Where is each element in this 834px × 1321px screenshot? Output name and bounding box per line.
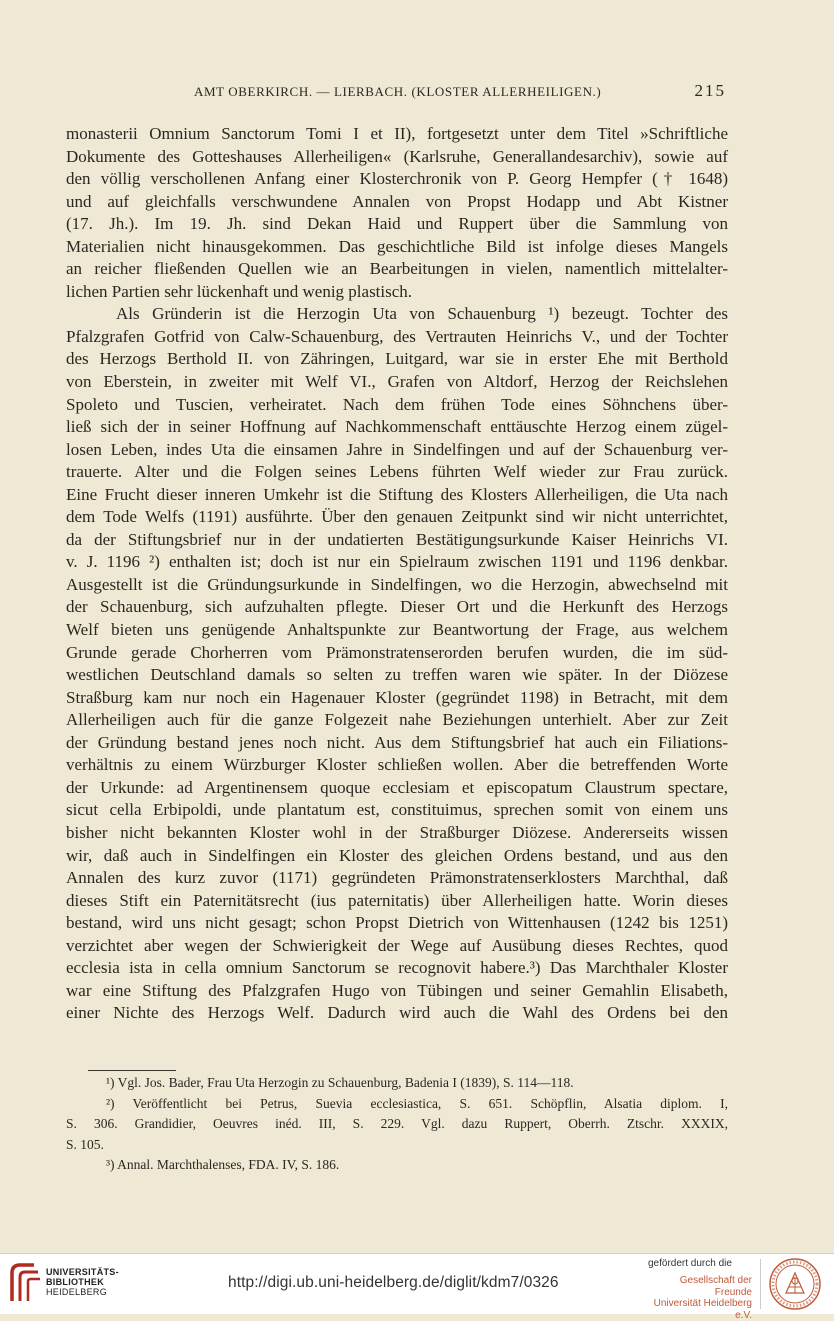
text-line: (17. Jh.). Im 19. Jh. sind Dekan Haid und Ruppert über die Sammlung von	[66, 214, 728, 234]
text-line: Allerheiligen auch für die ganze Folgezeit nahe Beziehungen unterhielt. Aber zur Zeit	[66, 710, 728, 730]
text-line: Materialien nicht hinausgekommen. Das geschichtliche Bild ist infolge dieses Mangels	[66, 236, 728, 256]
text-line: Spoleto und Tuscien, verheiratet. Nach dem frühen Tode eines Söhnchens über-	[66, 394, 728, 414]
text-line: verzichtet aber wegen der Schwierigkeit der Wege auf Ausübung dieses Rechtes, quod	[66, 935, 728, 955]
text-line: Als Gründerin ist die Herzogin Uta von Schauenburg ¹) bezeugt. Tochter des	[116, 304, 728, 324]
text-line: Eine Frucht dieser inneren Umkehr ist die Stiftung des Klosters Allerheiligen, die Uta nach	[66, 484, 728, 504]
text-line: ließ sich der in seiner Hoffnung auf Nachkommenschaft enttäuschte Herzog einem zügel-	[66, 417, 728, 437]
text-line: bestand, wird uns nicht gesagt; schon Propst Dietrich von Wittenhausen (1242 bis 1251)	[66, 913, 728, 933]
text-line: trauerte. Alter und die Folgen seines Lebens führten Welf wieder zur Frau zurück.	[66, 462, 728, 482]
text-line: dieses Stift ein Paternitätsrecht (ius paternitatis) über Allerheiligen hatte. Worin dieses	[66, 890, 728, 910]
footer-divider	[760, 1259, 761, 1309]
text-line: Pfalzgrafen Gotfrid von Calw-Schauenburg, des Vertrauten Heinrichs V., und der Tochter	[66, 326, 728, 346]
funded-by-label: gefördert durch die	[648, 1258, 732, 1269]
text-line: monasterii Omnium Sanctorum Tomi I et II), fortgesetzt unter dem Titel »Schriftliche	[66, 124, 728, 143]
library-line-2: BIBLIOTHEK	[46, 1277, 104, 1287]
university-seal-icon	[768, 1257, 822, 1311]
text-line: von Eberstein, in zweiter mit Welf VI., Grafen von Altdorf, Herzog der Reichslehen	[66, 372, 728, 392]
text-line: Straßburg kam nur noch ein Hagenauer Kloster (gegründet 1198) in Betracht, mit dem	[66, 687, 728, 707]
footnote-2-cont: S. 306. Grandidier, Oeuvres inéd. III, S. 229. Vgl. dazu Ruppert, Oberrh. Ztschr. XXXIX,	[66, 1116, 728, 1131]
text-line: dem Tode Welfs (1191) ausführte. Über den genauen Zeitpunkt sind wir nicht unterrichtet,	[66, 507, 728, 527]
footnote-2: ²) Veröffentlicht bei Petrus, Suevia ecclesiastica, S. 651. Schöpflin, Alsatia diplom. I,	[106, 1095, 728, 1111]
footnote-3: ³) Annal. Marchthalenses, FDA. IV, S. 186.	[106, 1157, 340, 1172]
text-line: da der Stiftungsbrief nur in der undatierten Bestätigungsurkunde Kaiser Heinrichs VI.	[66, 529, 728, 549]
text-line: lichen Partien sehr lückenhaft und wenig plastisch.	[66, 281, 413, 301]
text-line: ecclesia ista in cella omnium Sanctorum se recognovit habere.³) Das Marchthaler Kloster	[66, 958, 728, 978]
text-line: westlichen Deutschland damals so selten zu treffen waren wie später. In der Diözese	[66, 665, 728, 685]
library-line-1: UNIVERSITÄTS-	[46, 1267, 119, 1277]
text-line: an reicher fließenden Quellen wie an Bearbeitungen in vielen, namentlich mittelalter-	[66, 259, 728, 279]
sponsor-line-2: Universität Heidelberg e.V.	[653, 1298, 752, 1321]
text-line: Dokumente des Gotteshauses Allerheiligen« (Karlsruhe, Generallandesarchiv), sowie auf	[66, 146, 728, 166]
body-text	[66, 123, 728, 1025]
text-line: Ausgestellt ist die Gründungsurkunde in Sindelfingen, wo die Herzogin, abwechselnd mit	[66, 574, 728, 594]
sponsor-name	[646, 1275, 752, 1321]
footnotes	[66, 1073, 728, 1176]
text-line: Annalen des kurz zuvor (1171) gegründeten Prämonstratenserklosters Marchthal, daß	[66, 868, 728, 888]
text-line: einer Nichte des Herzogs Welf. Dadurch wird auch die Wahl des Ordens bei den	[66, 1003, 728, 1023]
library-name	[46, 1267, 119, 1297]
text-line: Welf bieten uns genügende Anhaltspunkte zur Beantwortung der Frage, aus welchem	[66, 620, 728, 640]
running-title: AMT OBERKIRCH. — LIERBACH. (KLOSTER ALLERHEILIGEN.)	[194, 84, 602, 99]
text-line: losen Leben, indes Uta die einsamen Jahre in Sindelfingen und auf der Schauenburg ver-	[66, 439, 728, 459]
text-line: v. J. 1196 ²) enthalten ist; doch ist nur ein Spielraum zwischen 1191 und 1196 denkbar.	[66, 552, 728, 572]
paragraph-1	[66, 123, 728, 303]
text-line: Grunde gerade Chorherren vom Prämonstratenserorden berufen wurden, die im süd-	[66, 642, 728, 662]
sponsor-line-1: Gesellschaft der Freunde	[679, 1275, 752, 1298]
text-line: der Gründung bestand jenes noch nicht. Aus dem Stiftungsbrief hat auch ein Filiations-	[66, 732, 728, 752]
footnote-divider	[88, 1070, 176, 1071]
text-line: und auf gleichfalls verschwundene Annalen von Propst Hodapp und Abt Kistner	[66, 191, 728, 211]
permalink-url[interactable]: http://digi.ub.uni-heidelberg.de/diglit/kdm7/0326	[228, 1274, 559, 1291]
text-line: bisher nicht bekannten Kloster wohl in der Straßburger Diözese. Andererseits wissen	[66, 822, 728, 842]
footnote-2-end: S. 105.	[66, 1136, 104, 1152]
text-line: der Urkunde: ad Argentinensem quoque ecclesiam et episcopatum Claustrum spectare,	[66, 777, 728, 797]
text-line: verhältnis zu einem Würzburger Kloster schließen wollen. Aber die betreffenden Worte	[66, 755, 728, 775]
text-line: des Herzogs Berthold II. von Zähringen, Luitgard, war sie in erster Ehe mit Berthold	[66, 349, 728, 369]
text-line: den völlig verschollenen Anfang einer Klosterchronik von P. Georg Hempfer († 1648)	[66, 169, 728, 189]
text-line: der Schauenburg, sich aufzuhalten pflegte. Dieser Ort und die Herkunft des Herzogs	[66, 597, 728, 617]
text-line: sicut cella Erbipoldi, unde plantatum est, constituimus, sprechen somit von einem uns	[66, 800, 728, 820]
text-line: wir, daß auch in Sindelfingen ein Kloster des gleichen Ordens bestand, und aus den	[66, 845, 728, 865]
page-number: 215	[694, 81, 726, 100]
text-line: war eine Stiftung des Pfalzgrafen Hugo von Tübingen und seiner Gemahlin Elisabeth,	[66, 980, 728, 1000]
viewer-footer	[0, 1253, 834, 1321]
university-library-logo-icon	[8, 1263, 42, 1303]
paragraph-2	[66, 303, 728, 1025]
footnote-1: ¹) Vgl. Jos. Bader, Frau Uta Herzogin zu Schauenburg, Badenia I (1839), S. 114—118.	[106, 1075, 574, 1090]
library-line-3: HEIDELBERG	[46, 1287, 108, 1297]
